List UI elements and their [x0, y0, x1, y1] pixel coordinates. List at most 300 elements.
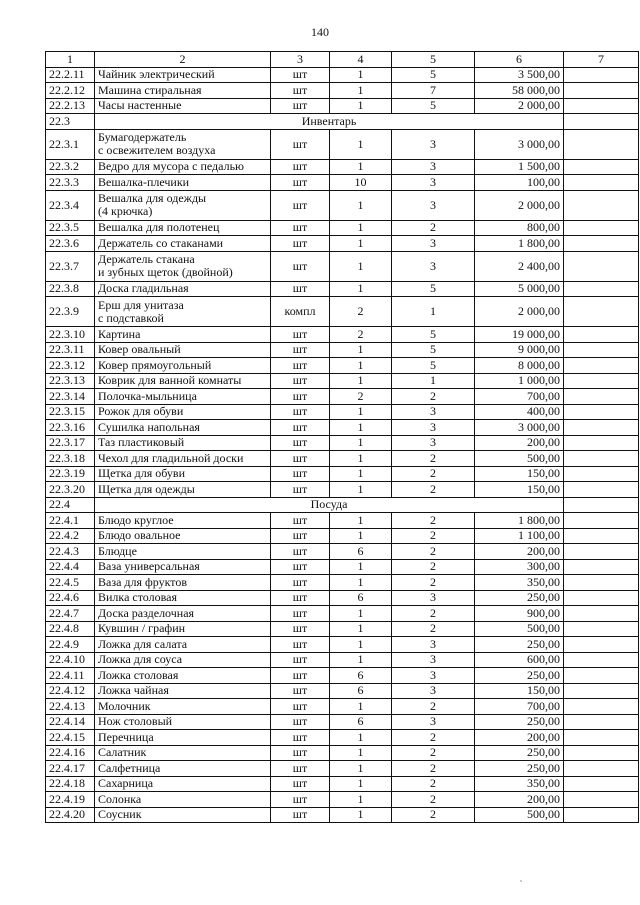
item-unit: шт	[271, 683, 330, 699]
item-name: Таз пластиковый	[95, 435, 271, 451]
item-name: Ваза универсальная	[95, 559, 271, 575]
item-unit: шт	[271, 730, 330, 746]
table-row	[46, 621, 639, 637]
item-price: 500,00	[475, 621, 564, 637]
table-row	[46, 745, 639, 761]
item-code: 22.3.11	[46, 342, 95, 358]
item-price: 500,00	[475, 807, 564, 823]
item-quantity: 1	[330, 466, 392, 482]
item-column-5: 2	[392, 544, 475, 560]
item-quantity: 1	[330, 435, 392, 451]
notes-cell	[564, 544, 639, 560]
table-row	[46, 528, 639, 544]
table-row	[46, 67, 639, 83]
item-column-5: 2	[392, 482, 475, 498]
item-code: 22.3.14	[46, 389, 95, 405]
notes-cell	[564, 342, 639, 358]
notes-cell	[564, 668, 639, 684]
table-row	[46, 714, 639, 730]
notes-cell	[564, 404, 639, 420]
item-price: 1 500,00	[475, 159, 564, 175]
notes-cell	[564, 714, 639, 730]
item-code: 22.4.12	[46, 683, 95, 699]
item-name: Ложка столовая	[95, 668, 271, 684]
notes-cell	[564, 83, 639, 99]
section-code: 22.4	[46, 497, 95, 513]
item-name: Сушилка напольная	[95, 420, 271, 436]
table-row	[46, 435, 639, 451]
item-quantity: 1	[330, 129, 392, 159]
item-code: 22.3.10	[46, 327, 95, 343]
item-name: Ложка для соуса	[95, 652, 271, 668]
item-unit: шт	[271, 528, 330, 544]
notes-cell	[564, 220, 639, 236]
item-quantity: 1	[330, 807, 392, 823]
item-name: Соусник	[95, 807, 271, 823]
item-quantity: 1	[330, 251, 392, 281]
notes-cell	[564, 190, 639, 220]
notes-cell	[564, 373, 639, 389]
item-quantity: 1	[330, 404, 392, 420]
notes-cell	[564, 251, 639, 281]
item-code: 22.2.12	[46, 83, 95, 99]
item-column-5: 3	[392, 590, 475, 606]
notes-cell	[564, 482, 639, 498]
item-name: Рожок для обуви	[95, 404, 271, 420]
item-code: 22.4.9	[46, 637, 95, 653]
item-quantity: 1	[330, 699, 392, 715]
notes-cell	[564, 792, 639, 808]
item-code: 22.4.6	[46, 590, 95, 606]
table-row	[46, 513, 639, 529]
item-unit: шт	[271, 668, 330, 684]
table-row	[46, 466, 639, 482]
notes-cell	[564, 420, 639, 436]
table-row	[46, 404, 639, 420]
section-row	[46, 114, 639, 130]
item-code: 22.4.14	[46, 714, 95, 730]
item-code: 22.3.2	[46, 159, 95, 175]
item-column-5: 3	[392, 652, 475, 668]
equipment-table	[45, 51, 639, 823]
item-price: 250,00	[475, 668, 564, 684]
item-unit: шт	[271, 190, 330, 220]
item-column-5: 3	[392, 435, 475, 451]
item-code: 22.3.6	[46, 236, 95, 252]
section-title: Посуда	[95, 497, 564, 513]
item-quantity: 6	[330, 590, 392, 606]
item-name: Доска разделочная	[95, 606, 271, 622]
item-name: Блюдо овальное	[95, 528, 271, 544]
item-unit: шт	[271, 621, 330, 637]
item-quantity: 1	[330, 220, 392, 236]
item-quantity: 1	[330, 482, 392, 498]
item-unit: шт	[271, 745, 330, 761]
item-quantity: 1	[330, 606, 392, 622]
item-code: 22.4.2	[46, 528, 95, 544]
item-unit: шт	[271, 159, 330, 175]
item-name: Блюдо круглое	[95, 513, 271, 529]
item-column-5: 1	[392, 373, 475, 389]
item-column-5: 2	[392, 730, 475, 746]
item-unit: шт	[271, 373, 330, 389]
item-unit: шт	[271, 98, 330, 114]
item-unit: шт	[271, 342, 330, 358]
table-row	[46, 373, 639, 389]
item-price: 350,00	[475, 776, 564, 792]
item-column-5: 3	[392, 668, 475, 684]
item-unit: шт	[271, 220, 330, 236]
item-quantity: 6	[330, 683, 392, 699]
item-price: 600,00	[475, 652, 564, 668]
item-unit: шт	[271, 776, 330, 792]
item-code: 22.4.8	[46, 621, 95, 637]
item-quantity: 1	[330, 83, 392, 99]
item-unit: компл	[271, 297, 330, 327]
item-code: 22.4.4	[46, 559, 95, 575]
notes-cell	[564, 513, 639, 529]
item-code: 22.4.17	[46, 761, 95, 777]
notes-cell	[564, 621, 639, 637]
item-column-5: 2	[392, 699, 475, 715]
notes-cell	[564, 175, 639, 191]
table-row	[46, 297, 639, 327]
item-price: 58 000,00	[475, 83, 564, 99]
item-name: Ложка чайная	[95, 683, 271, 699]
table-row	[46, 792, 639, 808]
item-name: Коврик для ванной комнаты	[95, 373, 271, 389]
item-name: Солонка	[95, 792, 271, 808]
table-row	[46, 652, 639, 668]
item-column-5: 3	[392, 404, 475, 420]
item-quantity: 1	[330, 190, 392, 220]
item-quantity: 1	[330, 67, 392, 83]
notes-cell	[564, 776, 639, 792]
item-name: Картина	[95, 327, 271, 343]
item-quantity: 1	[330, 528, 392, 544]
notes-cell	[564, 497, 639, 513]
item-unit: шт	[271, 699, 330, 715]
item-unit: шт	[271, 67, 330, 83]
item-price: 1 000,00	[475, 373, 564, 389]
item-unit: шт	[271, 513, 330, 529]
item-unit: шт	[271, 129, 330, 159]
item-unit: шт	[271, 420, 330, 436]
item-column-5: 3	[392, 190, 475, 220]
item-code: 22.4.7	[46, 606, 95, 622]
table-row	[46, 482, 639, 498]
item-column-5: 3	[392, 129, 475, 159]
item-quantity: 6	[330, 544, 392, 560]
item-quantity: 1	[330, 236, 392, 252]
table-row	[46, 175, 639, 191]
table-row	[46, 389, 639, 405]
item-unit: шт	[271, 435, 330, 451]
column-header-7: 7	[564, 52, 639, 68]
item-unit: шт	[271, 236, 330, 252]
item-code: 22.4.18	[46, 776, 95, 792]
notes-cell	[564, 435, 639, 451]
item-column-5: 3	[392, 236, 475, 252]
item-price: 2 400,00	[475, 251, 564, 281]
item-code: 22.4.15	[46, 730, 95, 746]
item-unit: шт	[271, 792, 330, 808]
item-name: Вешалка для одежды (4 крючка)	[95, 190, 271, 220]
table-row	[46, 358, 639, 374]
item-quantity: 1	[330, 420, 392, 436]
item-column-5: 1	[392, 297, 475, 327]
item-column-5: 2	[392, 559, 475, 575]
table-row	[46, 98, 639, 114]
item-price: 200,00	[475, 544, 564, 560]
item-quantity: 1	[330, 358, 392, 374]
column-header-4: 4	[330, 52, 392, 68]
item-quantity: 2	[330, 389, 392, 405]
item-code: 22.4.10	[46, 652, 95, 668]
item-price: 700,00	[475, 699, 564, 715]
item-name: Часы настенные	[95, 98, 271, 114]
item-unit: шт	[271, 482, 330, 498]
item-quantity: 1	[330, 761, 392, 777]
item-name: Полочка-мыльница	[95, 389, 271, 405]
notes-cell	[564, 389, 639, 405]
item-name: Держатель стакана и зубных щеток (двойной)	[95, 251, 271, 281]
item-name: Молочник	[95, 699, 271, 715]
scan-artifact	[520, 880, 522, 882]
item-code: 22.3.9	[46, 297, 95, 327]
header-row	[46, 52, 639, 68]
item-price: 400,00	[475, 404, 564, 420]
notes-cell	[564, 528, 639, 544]
item-unit: шт	[271, 83, 330, 99]
table-row	[46, 559, 639, 575]
notes-cell	[564, 114, 639, 130]
item-column-5: 2	[392, 220, 475, 236]
table-row	[46, 668, 639, 684]
item-price: 250,00	[475, 761, 564, 777]
item-name: Перечница	[95, 730, 271, 746]
item-quantity: 1	[330, 776, 392, 792]
item-column-5: 5	[392, 281, 475, 297]
notes-cell	[564, 807, 639, 823]
item-unit: шт	[271, 451, 330, 467]
item-name: Вешалка-плечики	[95, 175, 271, 191]
item-column-5: 2	[392, 451, 475, 467]
item-unit: шт	[271, 575, 330, 591]
table-row	[46, 159, 639, 175]
notes-cell	[564, 129, 639, 159]
item-column-5: 2	[392, 761, 475, 777]
table-row	[46, 590, 639, 606]
item-name: Бумагодержатель с освежителем воздуха	[95, 129, 271, 159]
table-row	[46, 251, 639, 281]
notes-cell	[564, 652, 639, 668]
item-quantity: 1	[330, 792, 392, 808]
page-number: 140	[311, 25, 329, 39]
item-price: 200,00	[475, 730, 564, 746]
item-quantity: 10	[330, 175, 392, 191]
item-column-5: 3	[392, 251, 475, 281]
item-name: Салатник	[95, 745, 271, 761]
item-name: Сахарница	[95, 776, 271, 792]
notes-cell	[564, 590, 639, 606]
notes-cell	[564, 67, 639, 83]
item-column-5: 7	[392, 83, 475, 99]
item-code: 22.4.5	[46, 575, 95, 591]
item-code: 22.4.20	[46, 807, 95, 823]
item-code: 22.4.16	[46, 745, 95, 761]
item-column-5: 2	[392, 466, 475, 482]
item-name: Держатель со стаканами	[95, 236, 271, 252]
table-row	[46, 807, 639, 823]
item-unit: шт	[271, 652, 330, 668]
item-column-5: 5	[392, 358, 475, 374]
item-quantity: 1	[330, 342, 392, 358]
item-price: 300,00	[475, 559, 564, 575]
column-header-3: 3	[271, 52, 330, 68]
item-price: 8 000,00	[475, 358, 564, 374]
item-code: 22.3.20	[46, 482, 95, 498]
item-price: 500,00	[475, 451, 564, 467]
item-column-5: 3	[392, 420, 475, 436]
table-row	[46, 606, 639, 622]
item-quantity: 1	[330, 637, 392, 653]
item-price: 5 000,00	[475, 281, 564, 297]
item-price: 2 000,00	[475, 190, 564, 220]
item-name: Чайник электрический	[95, 67, 271, 83]
item-quantity: 1	[330, 373, 392, 389]
item-unit: шт	[271, 761, 330, 777]
notes-cell	[564, 761, 639, 777]
item-unit: шт	[271, 637, 330, 653]
column-header-2: 2	[95, 52, 271, 68]
item-name: Ковер овальный	[95, 342, 271, 358]
item-code: 22.2.11	[46, 67, 95, 83]
item-code: 22.3.15	[46, 404, 95, 420]
item-name: Ведро для мусора с педалью	[95, 159, 271, 175]
notes-cell	[564, 637, 639, 653]
table-row	[46, 83, 639, 99]
item-column-5: 5	[392, 98, 475, 114]
item-quantity: 1	[330, 98, 392, 114]
item-price: 350,00	[475, 575, 564, 591]
item-price: 250,00	[475, 714, 564, 730]
item-price: 250,00	[475, 745, 564, 761]
item-name: Вилка столовая	[95, 590, 271, 606]
item-code: 22.3.4	[46, 190, 95, 220]
item-quantity: 2	[330, 297, 392, 327]
table-row	[46, 327, 639, 343]
item-code: 22.3.16	[46, 420, 95, 436]
item-price: 150,00	[475, 482, 564, 498]
item-name: Чехол для гладильной доски	[95, 451, 271, 467]
item-column-5: 2	[392, 745, 475, 761]
table-row	[46, 761, 639, 777]
notes-cell	[564, 683, 639, 699]
table-row	[46, 190, 639, 220]
item-column-5: 2	[392, 606, 475, 622]
item-name: Блюдце	[95, 544, 271, 560]
item-unit: шт	[271, 606, 330, 622]
item-price: 2 000,00	[475, 98, 564, 114]
item-column-5: 3	[392, 683, 475, 699]
item-price: 3 000,00	[475, 420, 564, 436]
item-unit: шт	[271, 358, 330, 374]
section-code: 22.3	[46, 114, 95, 130]
table-row	[46, 637, 639, 653]
item-quantity: 1	[330, 575, 392, 591]
item-unit: шт	[271, 466, 330, 482]
item-unit: шт	[271, 559, 330, 575]
notes-cell	[564, 559, 639, 575]
item-column-5: 2	[392, 575, 475, 591]
item-price: 1 800,00	[475, 513, 564, 529]
notes-cell	[564, 730, 639, 746]
notes-cell	[564, 745, 639, 761]
item-quantity: 1	[330, 281, 392, 297]
item-column-5: 2	[392, 792, 475, 808]
item-code: 22.4.3	[46, 544, 95, 560]
item-name: Ложка для салата	[95, 637, 271, 653]
item-name: Вешалка для полотенец	[95, 220, 271, 236]
item-price: 9 000,00	[475, 342, 564, 358]
item-code: 22.3.19	[46, 466, 95, 482]
item-price: 800,00	[475, 220, 564, 236]
item-code: 22.4.19	[46, 792, 95, 808]
item-name: Нож столовый	[95, 714, 271, 730]
item-code: 22.3.7	[46, 251, 95, 281]
item-column-5: 5	[392, 342, 475, 358]
item-unit: шт	[271, 590, 330, 606]
column-header-1: 1	[46, 52, 95, 68]
item-name: Щетка для одежды	[95, 482, 271, 498]
item-quantity: 1	[330, 621, 392, 637]
table-row	[46, 220, 639, 236]
table-row	[46, 575, 639, 591]
item-column-5: 2	[392, 776, 475, 792]
notes-cell	[564, 358, 639, 374]
table-row	[46, 683, 639, 699]
notes-cell	[564, 98, 639, 114]
notes-cell	[564, 327, 639, 343]
item-price: 700,00	[475, 389, 564, 405]
item-quantity: 6	[330, 668, 392, 684]
item-column-5: 5	[392, 67, 475, 83]
item-unit: шт	[271, 714, 330, 730]
item-price: 3 000,00	[475, 129, 564, 159]
item-name: Машина стиральная	[95, 83, 271, 99]
table-row	[46, 776, 639, 792]
item-quantity: 6	[330, 714, 392, 730]
item-column-5: 2	[392, 528, 475, 544]
notes-cell	[564, 236, 639, 252]
item-price: 3 500,00	[475, 67, 564, 83]
table-row	[46, 730, 639, 746]
item-column-5: 5	[392, 327, 475, 343]
item-name: Доска гладильная	[95, 281, 271, 297]
item-column-5: 2	[392, 513, 475, 529]
notes-cell	[564, 281, 639, 297]
item-unit: шт	[271, 807, 330, 823]
table-body	[46, 52, 639, 823]
item-price: 2 000,00	[475, 297, 564, 327]
item-price: 1 800,00	[475, 236, 564, 252]
item-column-5: 2	[392, 621, 475, 637]
item-unit: шт	[271, 251, 330, 281]
section-row	[46, 497, 639, 513]
item-price: 150,00	[475, 466, 564, 482]
item-price: 250,00	[475, 590, 564, 606]
